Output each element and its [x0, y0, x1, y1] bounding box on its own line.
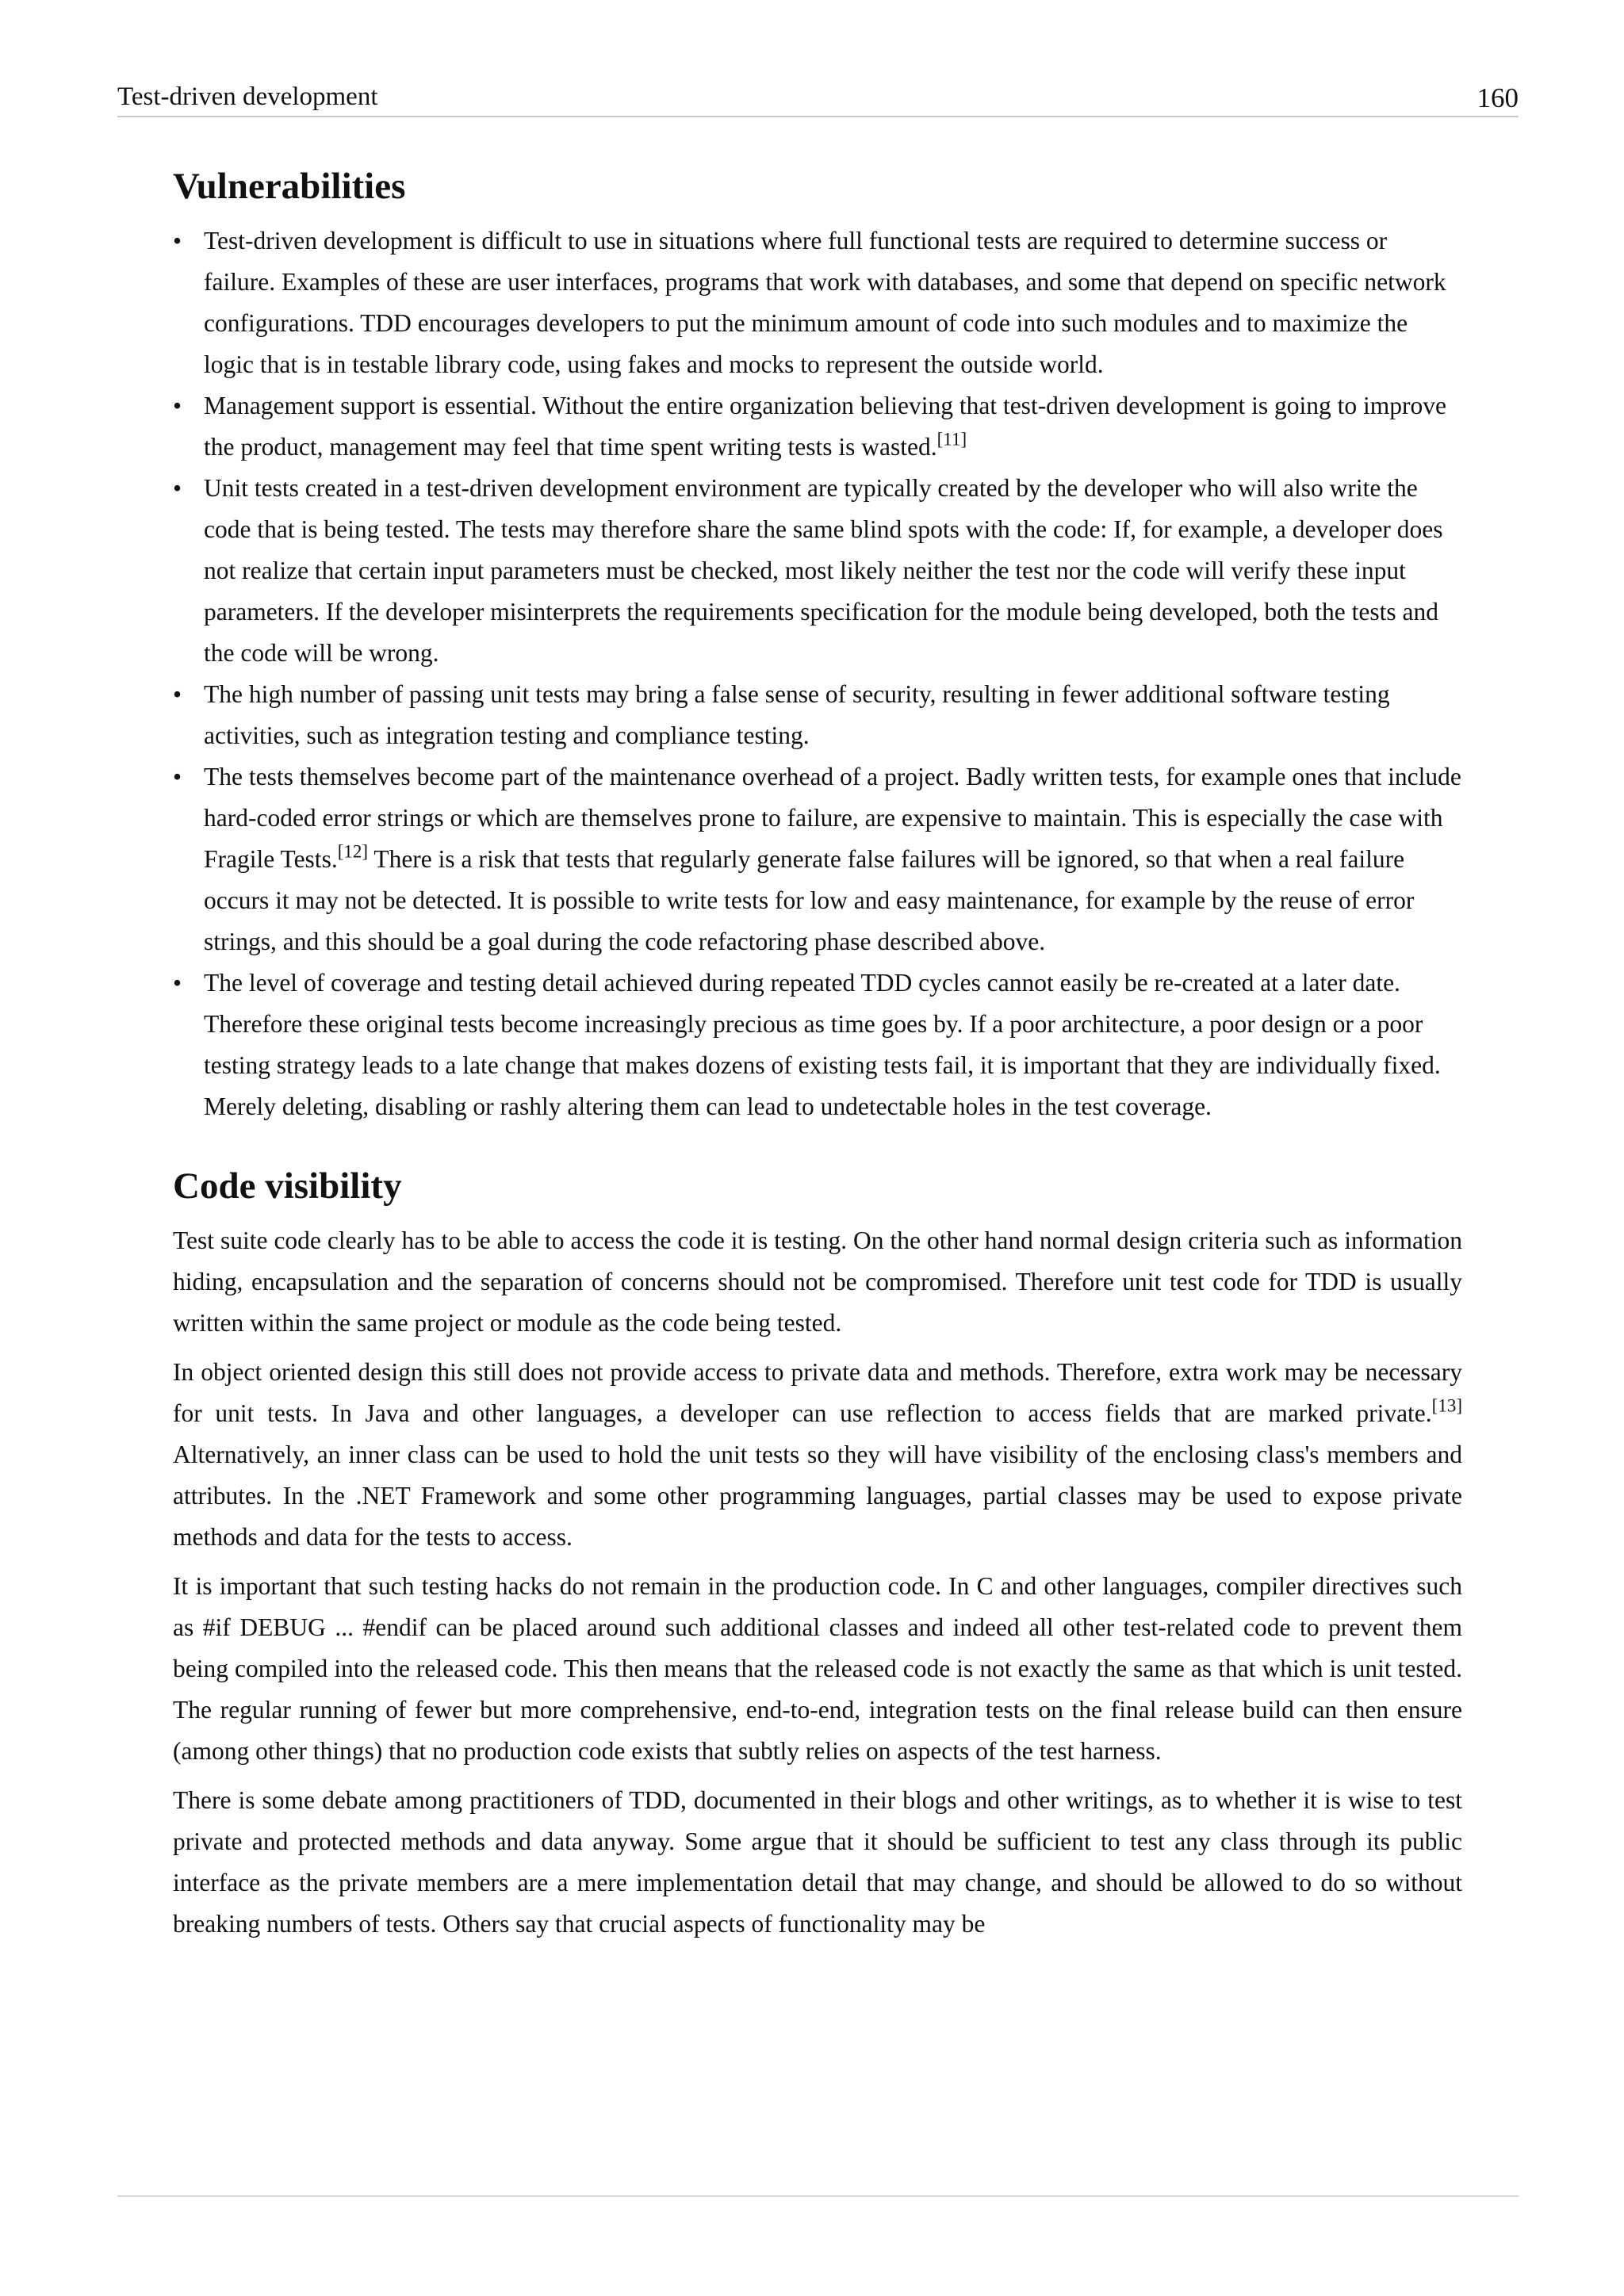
vulnerabilities-list [173, 220, 1462, 1127]
bullet-icon: • [173, 227, 182, 254]
main-content [173, 163, 1462, 1953]
section-heading-code-visibility: Code visibility [173, 1165, 402, 1207]
footer-divider [117, 2195, 1519, 2197]
paragraph-text-continued: Alternatively, an inner class can be used to hold the unit tests so they will have visibility of the enclosing class's members and attributes. In the .NET Framework and some other programming languages, partial classes may be used to expose private methods and data for the tests to access. [173, 1441, 1462, 1551]
list-item [173, 385, 1462, 468]
paragraph: Test suite code clearly has to be able to access the code it is testing. On the other hand normal design criteria such as information hiding, encapsulation and the separation of concerns should not be compromised. Therefore unit test code for TDD is usually written within the same project or module as the code being tested. [173, 1226, 1462, 1337]
list-item-text: Management support is essential. Without the entire organization believing that test-driven development is going to improve the product, management may feel that time spent writing tests is wasted. [204, 392, 1446, 461]
bullet-icon: • [173, 763, 182, 790]
section-heading-vulnerabilities: Vulnerabilities [173, 166, 406, 207]
list-item-text: The high number of passing unit tests may bring a false sense of security, resulting in fewer additional software testing activities, such as integration testing and compliance testing. [204, 680, 1390, 749]
list-item [173, 220, 1462, 385]
running-header [117, 78, 1519, 117]
list-item [173, 468, 1462, 674]
list-item-text: Test-driven development is difficult to use in situations where full functional tests are required to determine success or failure. Examples of these are user interfaces, programs that work with databases, and some that depend on specific network configurations. TDD encourages developers to put the minimum amount of code into such modules and to maximize the logic that is in testable library code, using fakes and mocks to represent the outside world. [204, 227, 1446, 378]
bullet-icon: • [173, 392, 182, 419]
list-item [173, 756, 1462, 962]
paragraph-text: In object oriented design this still does not provide access to private data and methods. Therefore, extra work may be necessary for unit tests. In Java and other languages, a developer can use reflection to access fields that are marked private. [173, 1358, 1462, 1427]
reference-link[interactable]: [11] [936, 429, 967, 450]
list-item-text: Unit tests created in a test-driven development environment are typically created by the developer who will also write the code that is being tested. The tests may therefore share the same blind spots with the code: If, for example, a developer does not realize that certain input parameters must be checked, most likely neither the test nor the code will verify these input parameters. If the developer misinterprets the requirements specification for the module being developed, both the tests and the code will be wrong. [204, 474, 1443, 667]
running-title: Test-driven development [117, 82, 378, 111]
list-item [173, 962, 1462, 1127]
bullet-icon: • [173, 969, 182, 997]
list-item [173, 674, 1462, 756]
reference-link[interactable]: [13] [1431, 1395, 1462, 1416]
page-number: 160 [1477, 82, 1519, 113]
paragraph: It is important that such testing hacks do not remain in the production code. In C and other languages, compiler directives such as #if DEBUG ... #endif can be placed around such additional classes and indeed all other test-related code to prevent them being compiled into the released code. This then means that the released code is not exactly the same as that which is unit tested. The regular running of fewer but more comprehensive, end-to-end, integration tests on the final release build can then ensure (among other things) that no production code exists that subtly relies on aspects of the test harness. [173, 1572, 1462, 1765]
paragraph [173, 1352, 1462, 1558]
bullet-icon: • [173, 474, 182, 502]
list-item-text: The tests themselves become part of the maintenance overhead of a project. Badly written tests, for example ones that include hard-coded error strings or which are themselves prone to failure, are expensive to maintain. This is especially the case with Fragile Tests. [204, 763, 1461, 873]
reference-link[interactable]: [12] [337, 841, 369, 862]
list-item-text-continued: There is a risk that tests that regularly generate false failures will be ignored, so that when a real failure occurs it may not be detected. It is possible to write tests for low and easy maintenance, for example by the reuse of error strings, and this should be a goal during the code refactoring phase described above. [204, 845, 1415, 955]
paragraph: There is some debate among practitioners of TDD, documented in their blogs and other writings, as to whether it is wise to test private and protected methods and data anyway. Some argue that it should be sufficient to test any class through its public interface as the private members are a mere implementation detail that may change, and should be allowed to do so without breaking numbers of tests. Others say that crucial aspects of functionality may be [173, 1786, 1462, 1938]
list-item-text: The level of coverage and testing detail achieved during repeated TDD cycles cannot easily be re-created at a later date. Therefore these original tests become increasingly precious as time goes by. If a poor architecture, a poor design or a poor testing strategy leads to a late change that makes dozens of existing tests fail, it is important that they are individually fixed. Merely deleting, disabling or rashly altering them can lead to undetectable holes in the test coverage. [204, 969, 1441, 1120]
bullet-icon: • [173, 680, 182, 708]
